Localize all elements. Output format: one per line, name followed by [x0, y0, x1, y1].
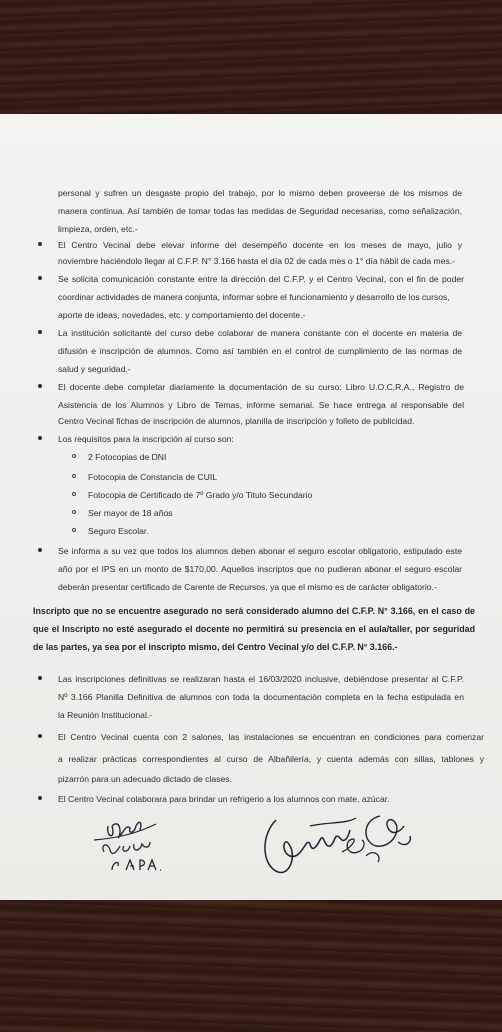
bold-notice-line: Inscripto que no se encuentre asegurado no será considerado alumno del C.F.P. N° 3.166, en el caso de: [33, 606, 475, 616]
signature-right-handwritten: [250, 796, 420, 882]
signature-left-handwritten: [90, 804, 180, 874]
requirement-item: Fotocopia de Constancia de CUIL: [88, 472, 217, 482]
text-line: coordinar actividades de manera conjunta, informar sobre el funcionamiento y desarrollo de los cursos,: [58, 292, 450, 302]
table-background-bottom: [0, 900, 502, 1032]
requirement-item: Fotocopia de Certificado de 7º Grado y/o Titulo Secundario: [88, 490, 313, 500]
requirement-item: Seguro Escolar.: [88, 526, 149, 536]
bullet: [38, 548, 42, 552]
text-line: La institución solicitante del curso debe colaborar de manera constante con el docente en materia de: [58, 328, 462, 338]
text-line: salud y seguridad.-: [58, 364, 131, 374]
text-line: El Centro Vecinal colaborara para brindar un refrigerio a los alumnos con mate, azúcar.: [58, 794, 390, 804]
text-line: aporte de ideas, novedades, etc. y comportamiento del docente.-: [58, 310, 306, 320]
text-line: pizarrón para un adecuado dictado de clases.: [58, 774, 232, 784]
sub-bullet: [72, 510, 76, 514]
sub-bullet: [72, 528, 76, 532]
text-line: El Centro Vecinal cuenta con 2 salones, las instalaciones se encuentran en condiciones para comenzar: [58, 732, 484, 742]
text-line: a realizar prácticas correspondientes al curso de Albañilería, y cuenta además con sillas, tablones y: [58, 754, 484, 764]
text-line: noviembre haciéndolo llegar al C.F.P. N° 3.166 hasta el día 02 de cada mes o 1° día hábil de cada mes.-: [58, 256, 456, 266]
requirement-item: 2 Fotocopias de DNI: [88, 452, 167, 462]
bullet: [38, 796, 42, 800]
text-line: manera continua. Así también de tomar todas las medidas de Seguridad necesarias, como señalización,: [58, 206, 462, 216]
bullet: [38, 242, 42, 246]
bullet: [38, 734, 42, 738]
bullet: [38, 676, 42, 680]
text-line: Nº 3.166 Planilla Definitiva de alumnos con toda la documentación completa en la fecha estipulada en: [58, 692, 464, 702]
text-line: la Reunión Institucional.-: [58, 710, 153, 720]
document-page: [0, 114, 502, 900]
sub-bullet: [72, 492, 76, 496]
bold-notice-line: de las partes, ya sea por el inscripto mismo, del Centro Vecinal y/o del C.F.P. N° 3.166.-: [33, 642, 398, 652]
text-line: deberán presentar certificado de Carente de Recursos, ya que el mismo es de carácter obligatorio.-: [58, 582, 437, 592]
text-line: Se informa a su vez que todos los alumnos deben abonar el seguro escolar obligatorio, estipulado este: [58, 546, 462, 556]
text-line: Centro Vecinal fichas de inscripción de alumnos, planilla de inscripción y folleto de publicidad.: [58, 416, 415, 426]
text-line: Se solicita comunicación constante entre la dirección del C.F.P. y el Centro Vecinal, con el fin de poder: [58, 274, 464, 284]
bold-notice-line: que el Inscripto no esté asegurado el docente no permitirá su presencia en el aula/taller, por seguridad: [33, 624, 475, 634]
bullet: [38, 330, 42, 334]
table-background-top: [0, 0, 502, 114]
text-line: Las inscripciones definitivas se realizaran hasta el 16/03/2020 inclusive, debiéndose presentar al C.F.P.: [58, 674, 464, 684]
text-line: personal y sufren un desgaste propio del trabajo, por lo mismo deben proveerse de los mismos de: [58, 188, 462, 198]
text-line: año por el IPS en un monto de $170,00. Aquellos inscriptos que no pudieran abonar el seguro escolar: [58, 564, 462, 574]
text-line: Los requisitos para la inscripción al curso son:: [58, 434, 234, 444]
text-line: limpieza, orden, etc.-: [58, 224, 138, 234]
sub-bullet: [72, 474, 76, 478]
bullet: [38, 436, 42, 440]
requirement-item: Ser mayor de 18 años: [88, 508, 173, 518]
text-line: El Centro Vecinal debe elevar informe del desempeño docente en los meses de mayo, julio y: [58, 240, 462, 250]
text-line: El docente debe completar diariamente la documentación de su curso: Libro U.O.C.R.A., Registro de: [58, 382, 464, 392]
bullet: [38, 384, 42, 388]
text-line: difusión e inscripción de alumnos. Como así también en el control de cumplimiento de las normas de: [58, 346, 462, 356]
bullet: [38, 276, 42, 280]
text-line: Asistencia de los Alumnos y Libro de Temas, informe semanal. Se hace entrega al responsable del: [58, 400, 464, 410]
sub-bullet: [72, 454, 76, 458]
